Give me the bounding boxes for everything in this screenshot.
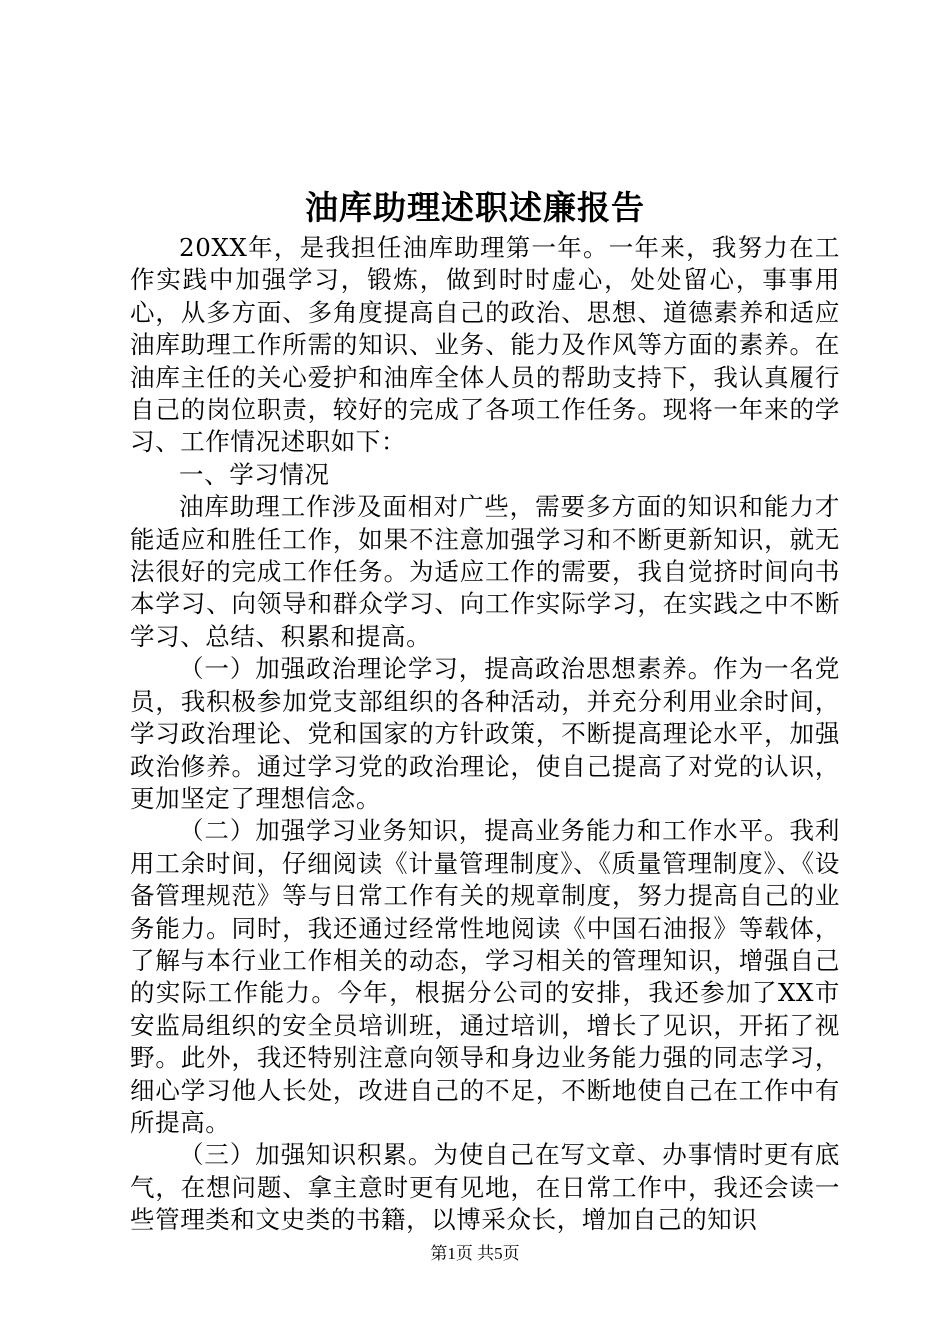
paragraph-intro: 20XX年，是我担任油库助理第一年。一年来，我努力在工作实践中加强学习，锻炼，做到时时虚心，处处留心，事事用心，从多方面、多角度提高自己的政治、思想、道德素养和适应油库助理工作所需的知识、业务、能力及作风等方面的素养。在油库主任的关心爱护和油库全体人员的帮助支持下，我认真履行自己的岗位职责，较好的完成了各项工作任务。现将一年来的学习、工作情况述职如下：: [130, 233, 840, 457]
section-heading-study: 一、学习情况: [179, 459, 330, 489]
paragraph-political-study: （一）加强政治理论学习，提高政治思想素养。作为一名党员，我积极参加党支部组织的各种活动，并充分利用业余时间，学习政治理论、党和国家的方针政策，不断提高理论水平，加强政治修养。通过学习党的政治理论，使自己提高了对党的认识，更加坚定了理想信念。: [130, 654, 840, 813]
paragraph-study-overview: 油库助理工作涉及面相对广些，需要多方面的知识和能力才能适应和胜任工作，如果不注意加强学习和不断更新知识，就无法很好的完成工作任务。为适应工作的需要，我自觉挤时间向书本学习、向领导和群众学习、向工作实际学习，在实践之中不断学习、总结、积累和提高。: [130, 492, 840, 651]
document-title: 油库助理述职述廉报告: [305, 188, 645, 227]
paragraph-knowledge-accumulation: （三）加强知识积累。为使自己在写文章、办事情时更有底气，在想问题、拿主意时更有见地，在日常工作中，我还会读一些管理类和文史类的书籍，以博采众长，增加自己的知识: [130, 1140, 840, 1235]
paragraph-business-study: （二）加强学习业务知识，提高业务能力和工作水平。我利用工余时间，仔细阅读《计量管理制度》、《质量管理制度》、《设备管理规范》等与日常工作有关的规章制度，努力提高自己的业务能力。同时，我还通过经常性地阅读《中国石油报》等载体，了解与本行业工作相关的动态，学习相关的管理知识，增强自己的实际工作能力。今年，根据分公司的安排，我还参加了XX市安监局组织的安全员培训班，通过培训，增长了见识，开拓了视野。此外，我还特别注意向领导和身边业务能力强的同志学习，细心学习他人长处，改进自己的不足，不断地使自己在工作中有所提高。: [130, 816, 840, 1137]
page-number-footer: 第1页 共5页: [430, 1244, 520, 1263]
document-body: [130, 232, 840, 1237]
